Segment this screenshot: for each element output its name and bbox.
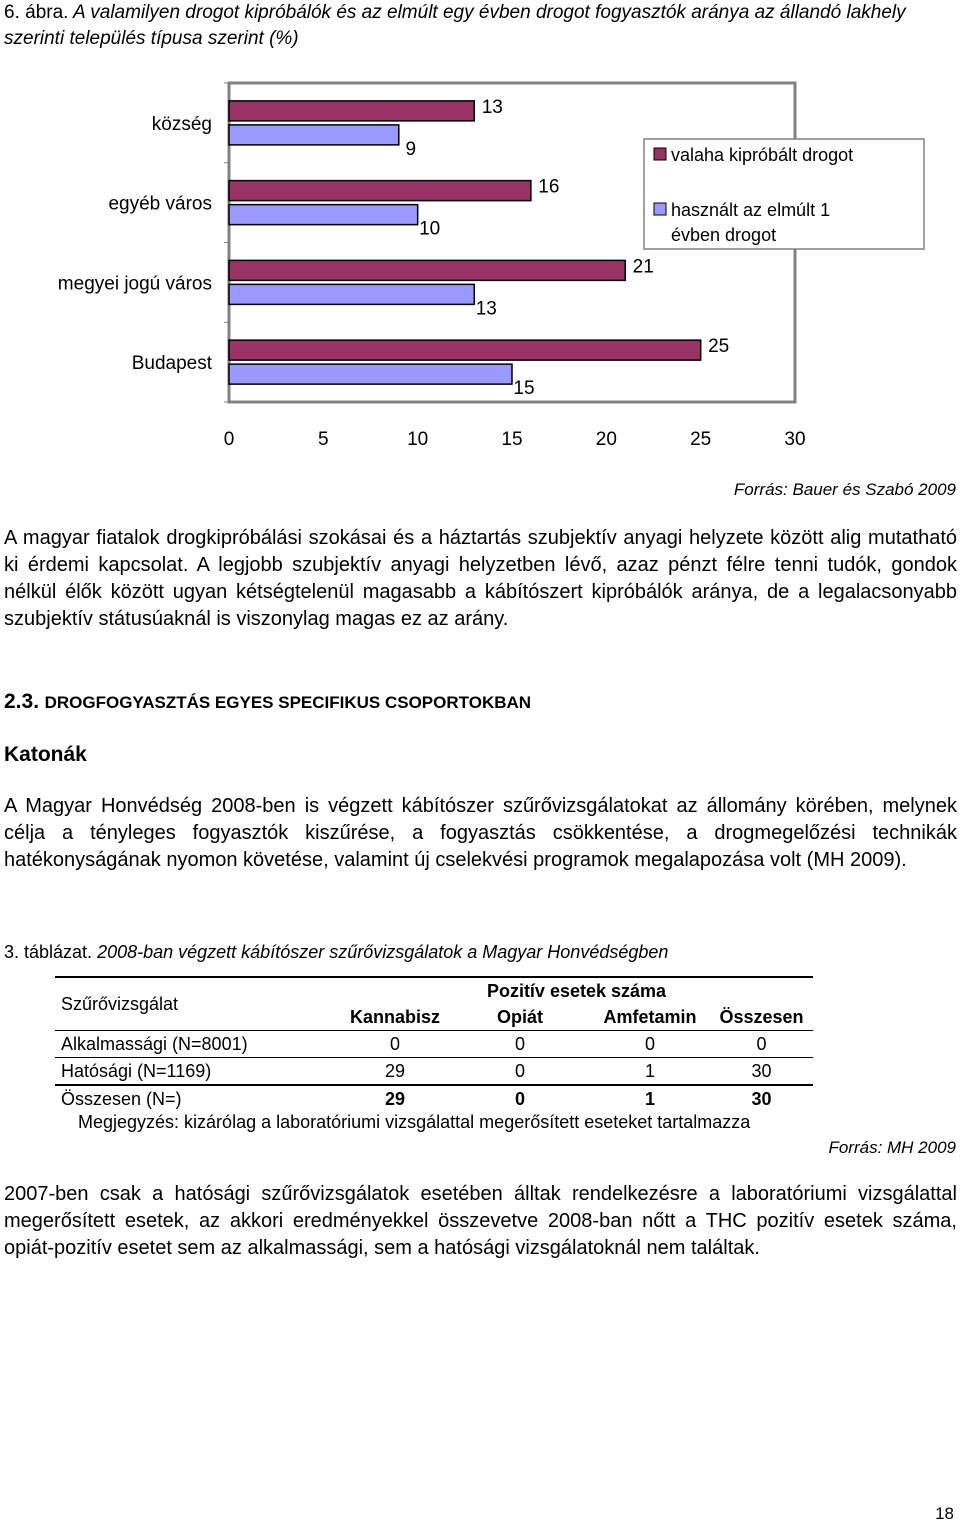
table-note: Megjegyzés: kizárólag a laboratóriumi vizsgálattal megerősített eseteket tartalmazza [78, 1112, 751, 1132]
data-label: 13 [475, 298, 497, 320]
x-tick-label: 5 [318, 429, 329, 450]
row-label: Összesen (N=) [61, 1089, 182, 1109]
x-tick-label: 25 [690, 429, 712, 450]
legend-label: valaha kipróbált drogot [671, 145, 854, 165]
subheading: Katonák [4, 743, 87, 766]
legend-swatch [654, 203, 666, 215]
section-title: DROGFOGYASZTÁS EGYES SPECIFIKUS CSOPORTOKBAN [44, 693, 532, 712]
column-header: Összesen [710, 1004, 813, 1031]
figure-number: 6. ábra. [4, 2, 69, 23]
data-label: 16 [538, 176, 560, 198]
section-number: 2.3. [4, 690, 40, 713]
category-label: község [151, 113, 212, 135]
x-tick-label: 15 [501, 429, 523, 450]
table-title: 2008-ban végzett kábítószer szűrővizsgálatok a Magyar Honvédségben [92, 942, 669, 962]
bar [229, 125, 399, 145]
bar [229, 181, 531, 201]
data-label: 13 [481, 96, 503, 118]
paragraph-1: A magyar fiatalok drogkipróbálási szokásai és a háztartás szubjektív anyagi helyzete között alig mutatható ki érdemi kapcsolat. A legjobb szubjektív anyagi helyzetben lévő, azaz pénzt félre tenni tudók, gondok nélkül élők között ugyan kétségtelenül magasabb a kábítószert kipróbálók aránya, de a legalacsonyabb szubjektív státusúaknál is viszonylag magas ez az arány. [4, 527, 957, 630]
bar [229, 205, 418, 225]
figure-title: A valamilyen drogot kipróbálók és az elmúlt egy évben drogot fogyasztók aránya az állandó lakhely szerinti település típusa szerint (%) [4, 2, 906, 49]
bar [229, 101, 474, 121]
table-group-header: Pozitív esetek száma [340, 977, 813, 1004]
table-row [55, 1058, 813, 1086]
data-label: 21 [632, 256, 654, 278]
x-tick-label: 30 [784, 429, 806, 450]
table-total-row [55, 1085, 813, 1112]
table-row [55, 1031, 813, 1058]
table-cell: 1 [590, 1058, 710, 1086]
figure-caption [4, 0, 959, 52]
screening-table [55, 976, 813, 1112]
table-caption [4, 939, 668, 966]
table-cell: 1 [644, 1089, 655, 1109]
figure-source: Forrás: Bauer és Szabó 2009 [733, 480, 956, 499]
table-cell: 0 [450, 1058, 590, 1086]
data-label: 25 [708, 336, 730, 358]
page-number: 18 [935, 1504, 954, 1523]
table-row-header: Szűrővizsgálat [55, 977, 340, 1031]
table-cell: 29 [340, 1058, 450, 1086]
legend-label: évben drogot [671, 225, 777, 245]
legend-swatch [654, 148, 666, 160]
data-label: 10 [419, 218, 441, 240]
table-number: 3. táblázat. [4, 942, 93, 962]
column-header: Opiát [450, 1004, 590, 1031]
paragraph-2: A Magyar Honvédség 2008-ben is végzett kábítószer szűrővizsgálatokat az állomány körében, melynek célja a tényleges fogyasztók kiszűrése, a fogyasztás csökkentése, a drogmegelőzési technikák hatékonyságának nyomon követése, valamint új cselekvési programok megalapozása volt (MH 2009). [4, 795, 957, 871]
bar [229, 284, 474, 304]
row-label: Hatósági (N=1169) [55, 1058, 340, 1086]
category-label: Budapest [131, 353, 212, 375]
data-label: 9 [405, 138, 417, 160]
bar [229, 340, 701, 360]
paragraph-3: 2007-ben csak a hatósági szűrővizsgálatok esetében álltak rendelkezésre a laboratóriumi vizsgálattal megerősített esetek, az akkori eredményekkel összevetve 2008-ban nőtt a THC pozitív esetek száma, opiát-pozitív esetet sem az alkalmassági, sem a hatósági vizsgálatoknál nem találtak. [4, 1183, 957, 1259]
table-cell: 30 [710, 1058, 813, 1086]
x-tick-label: 0 [223, 429, 235, 450]
column-header: Kannabisz [340, 1004, 450, 1031]
bar [229, 364, 512, 384]
table-cell: 0 [710, 1031, 813, 1058]
table-cell: 29 [384, 1089, 406, 1109]
legend-label: használt az elmúlt 1 [671, 200, 831, 220]
bar-chart [0, 75, 960, 455]
table-cell: 0 [514, 1089, 525, 1109]
category-label: megyei jogú város [57, 273, 212, 295]
section-heading [4, 688, 531, 716]
chart-legend [644, 139, 924, 249]
table-cell: 0 [340, 1031, 450, 1058]
table-cell: 0 [450, 1031, 590, 1058]
chart-bars [229, 101, 701, 384]
bar [229, 260, 625, 280]
table-cell: 0 [590, 1031, 710, 1058]
x-tick-label: 10 [407, 429, 429, 450]
x-tick-label: 20 [595, 429, 617, 450]
table-source: Forrás: MH 2009 [828, 1138, 956, 1157]
column-header: Amfetamin [590, 1004, 710, 1031]
table-cell: 30 [751, 1089, 772, 1109]
data-label: 15 [513, 378, 535, 400]
category-label: egyéb város [108, 193, 212, 215]
table-header-row-1 [55, 977, 813, 1004]
row-label: Alkalmassági (N=8001) [55, 1031, 340, 1058]
